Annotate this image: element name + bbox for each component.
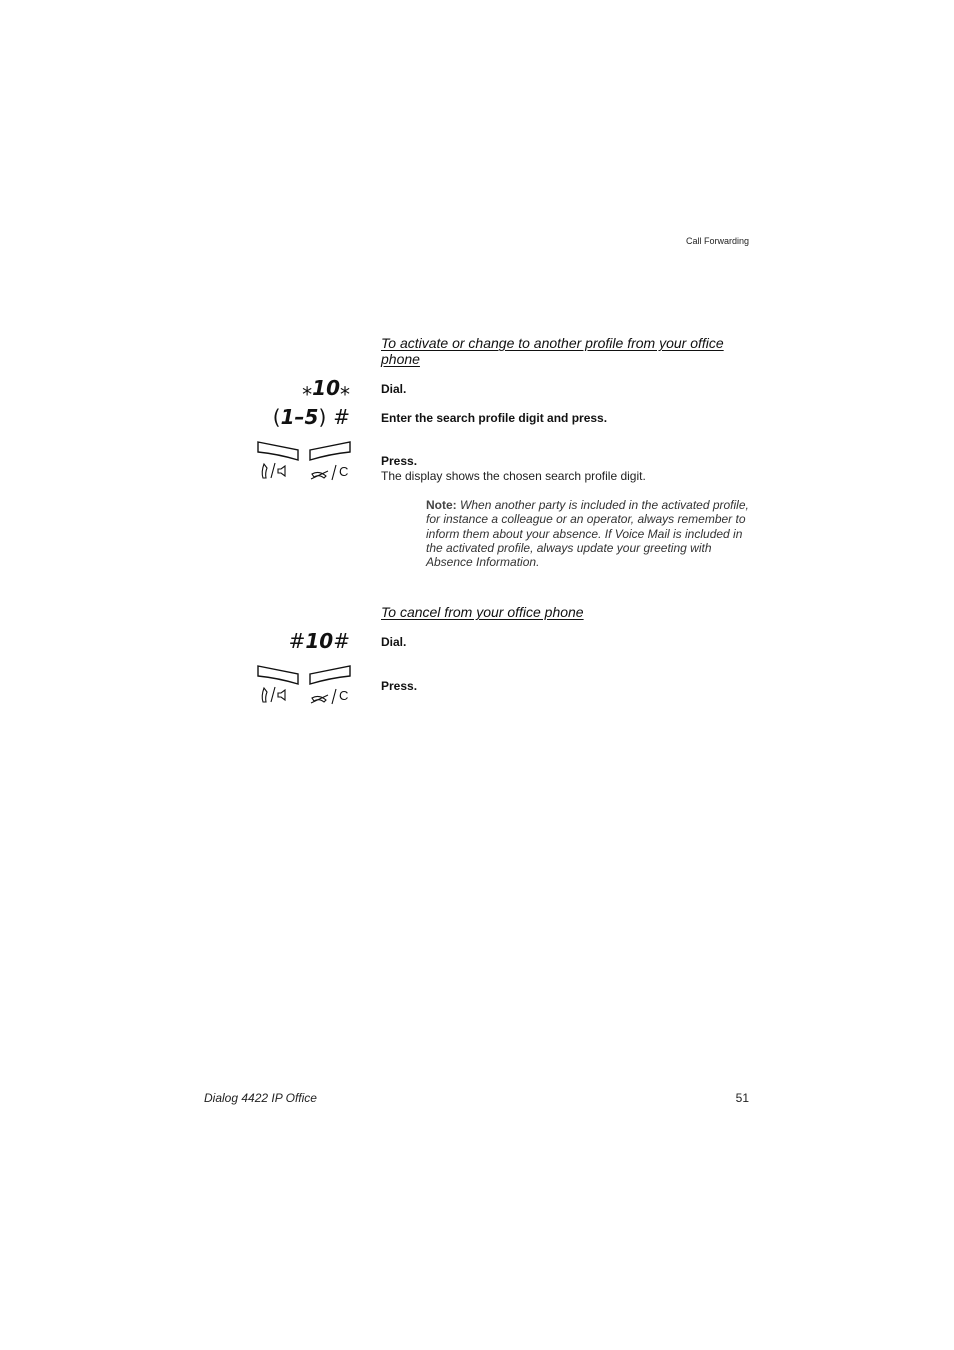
activate-section-title: To activate or change to another profile from your office phone [381,335,724,367]
handsfree-key-icon [256,664,301,706]
note-text: When another party is included in the activated profile, for instance a colleague or an operator, always remember to inform them about your absence. If Voice Mail is included in the activated profile, always update your greeting with Absence Information. [426,498,749,570]
cancel-step-press-instruction: Press. [381,679,418,693]
step-press-description: The display shows the chosen search profile digit. [381,469,646,483]
cancel-section-title: To cancel from your office phone [381,604,584,620]
svg-text:C: C [339,464,349,479]
clear-key-icon [308,664,353,706]
handsfree-key-icon [256,440,301,482]
cancel-step-dial-instruction: Dial. [381,635,407,649]
dial-code-star-10-star: ⁎10⁎ [302,376,350,400]
footer-page-number: 51 [735,1091,749,1105]
chapter-header: Call Forwarding [685,236,749,246]
clear-key-icon [308,440,353,482]
dial-code-hash-10-hash: #10# [288,629,350,653]
note-label: Note: [426,498,457,512]
step-enter-profile-instruction: Enter the search profile digit and press. [381,411,608,425]
step-press-instruction: Press. [381,454,418,468]
dial-code-profile-digit-hash: (1–5) # [272,405,350,429]
svg-text:C: C [339,688,349,703]
note-block [426,498,756,569]
footer-product-name: Dialog 4422 IP Office [204,1091,317,1105]
step-dial-instruction: Dial. [381,382,407,396]
